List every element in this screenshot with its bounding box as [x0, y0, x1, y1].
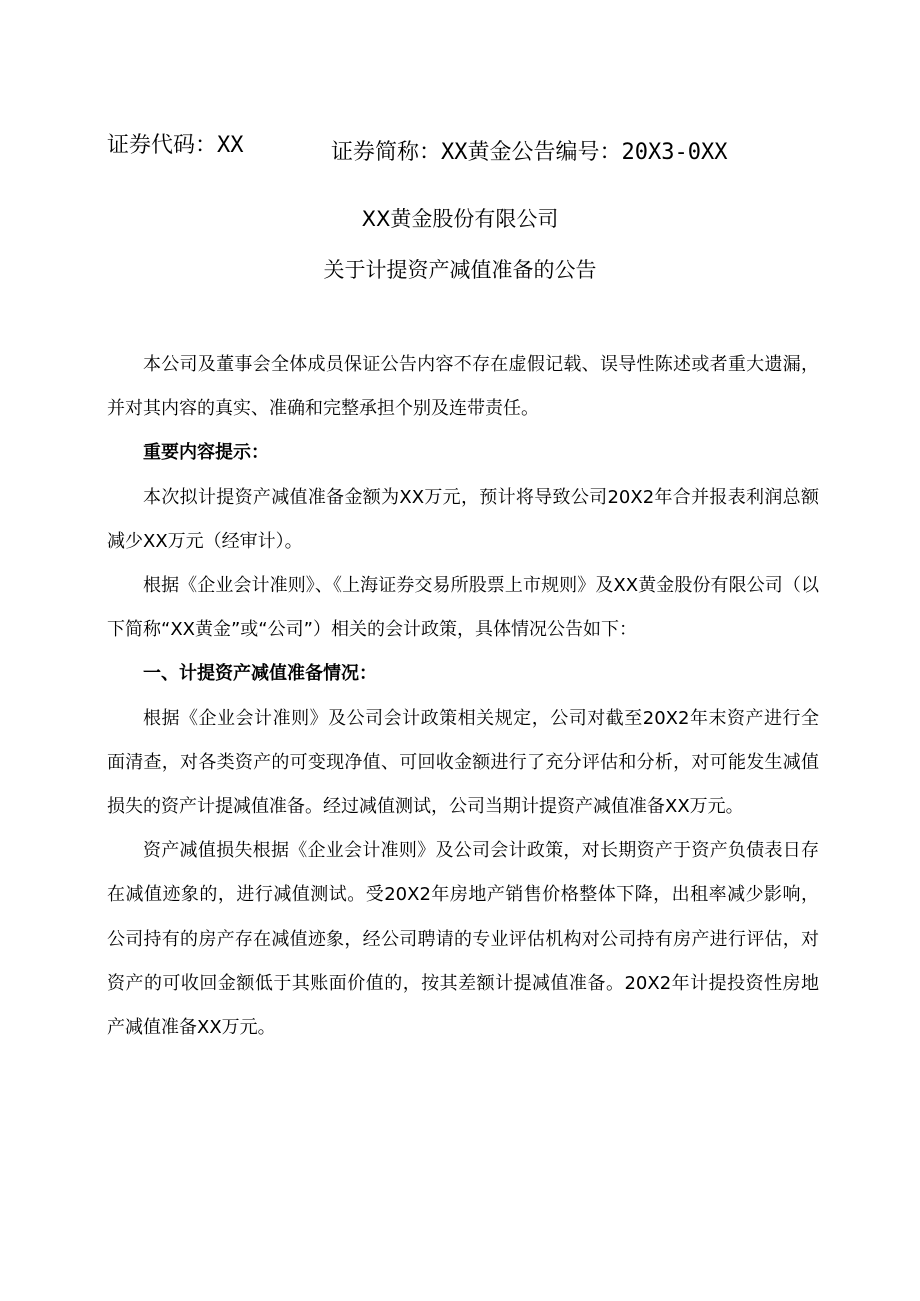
- basis-paragraph: 根据《企业会计准则》、《上海证券交易所股票上市规则》及XX黄金股份有限公司（以下简称“XX黄金”或“公司”）相关的会计政策，具体情况公告如下：: [107, 575, 819, 641]
- section-1-paragraph-2: 资产减值损失根据《企业会计准则》及公司会计政策，对长期资产于资产负债表日存在减值迹象的，进行减值测试。受20X2年房地产销售价格整体下降，出租率减少影响，公司持有的房产存在减值迹象，经公司聘请的专业评估机构对公司持有房产进行评估，对资产的可收回金额低于其账面价值的，按其差额计提减值准备。20X2年计提投资性房地产减值准备XX万元。: [107, 840, 819, 1039]
- section-1-heading: 一、计提资产减值准备情况：: [143, 663, 377, 685]
- announcement-subject-title: 关于计提资产减值准备的公告: [323, 258, 597, 282]
- highlights-heading: 重要内容提示：: [143, 442, 269, 464]
- announcement-body: [107, 343, 819, 1050]
- highlights-paragraph: 本次拟计提资产减值准备金额为XX万元，预计将导致公司20X2年合并报表利润总额减少XX万元（经审计）。: [107, 486, 819, 552]
- company-name-title: XX黄金股份有限公司: [361, 207, 559, 231]
- section-1-paragraph-1: 根据《企业会计准则》及公司会计政策相关规定，公司对截至20X2年末资产进行全面清查，对各类资产的可变现净值、可回收金额进行了充分评估和分析，对可能发生减值损失的资产计提减值准备。经过减值测试，公司当期计提资产减值准备XX万元。: [107, 707, 819, 818]
- board-statement-paragraph: 本公司及董事会全体成员保证公告内容不存在虚假记载、误导性陈述或者重大遗漏，并对其内容的真实、准确和完整承担个别及连带责任。: [107, 354, 819, 420]
- stock-code: 证券代码：XX: [107, 133, 244, 158]
- stock-name-and-announcement-number: 证券简称：XX黄金公告编号：20X3-0XX: [331, 140, 728, 165]
